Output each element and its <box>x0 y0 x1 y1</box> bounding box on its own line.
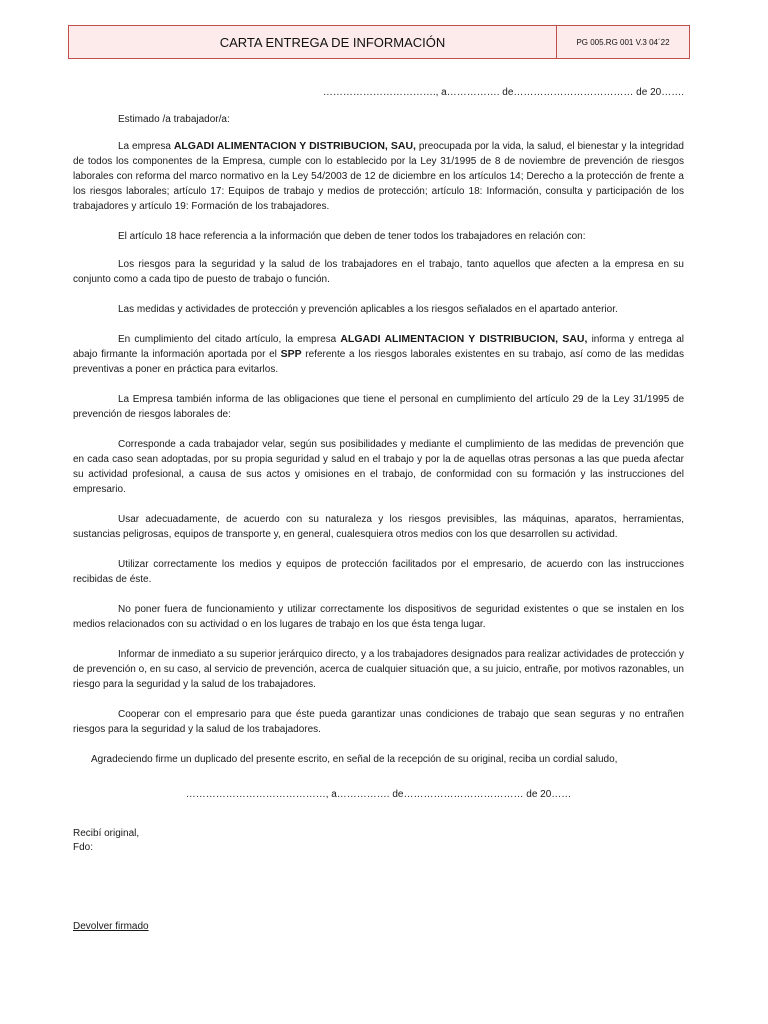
date-line-signature: ……………………………………, a……………. de……………………………… de 20…… <box>185 789 572 800</box>
return-signed-label: Devolver firmado <box>73 921 149 932</box>
document-title: CARTA ENTREGA DE INFORMACIÓN <box>219 34 446 50</box>
paragraph-obligation-cooperate: Cooperar con el empresario para que éste pueda garantizar unas condiciones de trabajo que sean seguras y no entrañen riesgos para la seguridad y la salud de los trabajadores. <box>73 709 684 735</box>
paragraph-obligation-protection: Utilizar correctamente los medios y equipos de protección facilitados por el empresario, de acuerdo con las instrucciones recibidas de éste. <box>73 559 684 585</box>
paragraph-text: informa y entrega al abajo firmante la información aportada por el <box>73 334 684 360</box>
paragraph-obligations: La Empresa también informa de las obligaciones que tiene el personal en cumplimiento del artículo 29 de la Ley 31/1995 de prevención de riesgos laborales de: <box>73 394 684 420</box>
company-name: ALGADI ALIMENTACION Y DISTRIBUCION, SAU, <box>173 140 416 152</box>
letter-body <box>73 85 684 855</box>
greeting: Estimado /a trabajador/a: <box>118 114 230 125</box>
paragraph-obligation-safety: Corresponde a cada trabajador velar, según sus posibilidades y mediante el cumplimiento de las medidas de prevención que en cada caso sean adoptadas, por su propia seguridad y salud en el trabajo y por la de aquellas otras personas a las que pueda afectar su actividad profesional, a causa de sus actos y omisiones en el trabajo, de conformidad con su formación y las instrucciones del empresario. <box>73 439 684 495</box>
date-line: ……………………………., a……………. de……………………………… de 20……. <box>322 87 684 98</box>
company-name: ALGADI ALIMENTACION Y DISTRIBUCION, SAU, <box>340 333 588 345</box>
closing-text: Agradeciendo firme un duplicado del presente escrito, en señal de la recepción de su original, reciba un cordial saludo, <box>91 754 618 765</box>
paragraph-measures: Las medidas y actividades de protección y prevención aplicables a los riesgos señalados en el apartado anterior. <box>118 304 618 315</box>
document-header <box>68 25 690 59</box>
paragraph-obligation-equipment: Usar adecuadamente, de acuerdo con su naturaleza y los riesgos previsibles, las máquinas, aparatos, herramientas, sustancias peligrosas, equipos de transporte y, en general, cualesquiera otros medios con los que desarrollen su actividad. <box>73 514 684 540</box>
paragraph-text: preocupada por la vida, la salud, el bienestar y la integridad de todos los componentes de la Empresa, cumple con lo establecido por la Ley 31/1995 de 8 de noviembre de prevención de riesgos laborales con reforma del marco normativo en la Ley 54/2003 de 12 de diciembre en los artículos 14; Derecho a la protección de frente a los riesgos laborales; artículo 17: Equipos de trabajo y medios de protección; artículo 18: Información, consulta y participación de los trabajadores y artículo 19: Formación de los trabajadores. <box>73 141 684 212</box>
received-original: Recibí original, <box>73 828 140 839</box>
paragraph-text: referente a los riesgos laborales existentes en su trabajo, así como de las medidas preventivas a poner en práctica para evitarlos. <box>73 349 684 375</box>
paragraph-information-delivery <box>73 332 684 377</box>
paragraph-company-commitment <box>73 139 684 214</box>
paragraph-obligation-report: Informar de inmediato a su superior jerárquico directo, y a los trabajadores designados para realizar actividades de protección y de prevención o, en su caso, al servicio de prevención, acerca de cualquier situación que, a su juicio, entrañe, por motivos razonables, un riesgo para la seguridad y la salud de los trabajadores. <box>73 649 684 690</box>
paragraph-obligation-devices: No poner fuera de funcionamiento y utilizar correctamente los dispositivos de seguridad existentes o que se instalen en los medios relacionados con su actividad o en los lugares de trabajo en los que ésta tenga lugar. <box>73 604 684 630</box>
spp-label: SPP <box>280 348 302 360</box>
paragraph-article-18: El artículo 18 hace referencia a la información que deben de tener todos los trabajadores en relación con: <box>118 231 586 242</box>
paragraph-text: La empresa <box>118 141 174 152</box>
document-code: PG 005.RG 001 V.3 04´22 <box>556 26 689 58</box>
paragraph-text: En cumplimiento del citado artículo, la empresa <box>118 334 341 345</box>
signed-label: Fdo: <box>73 842 94 853</box>
paragraph-risks: Los riesgos para la seguridad y la salud de los trabajadores en el trabajo, tanto aquellos que afecten a la empresa en su conjunto como a cada tipo de puesto de trabajo o función. <box>73 259 684 285</box>
